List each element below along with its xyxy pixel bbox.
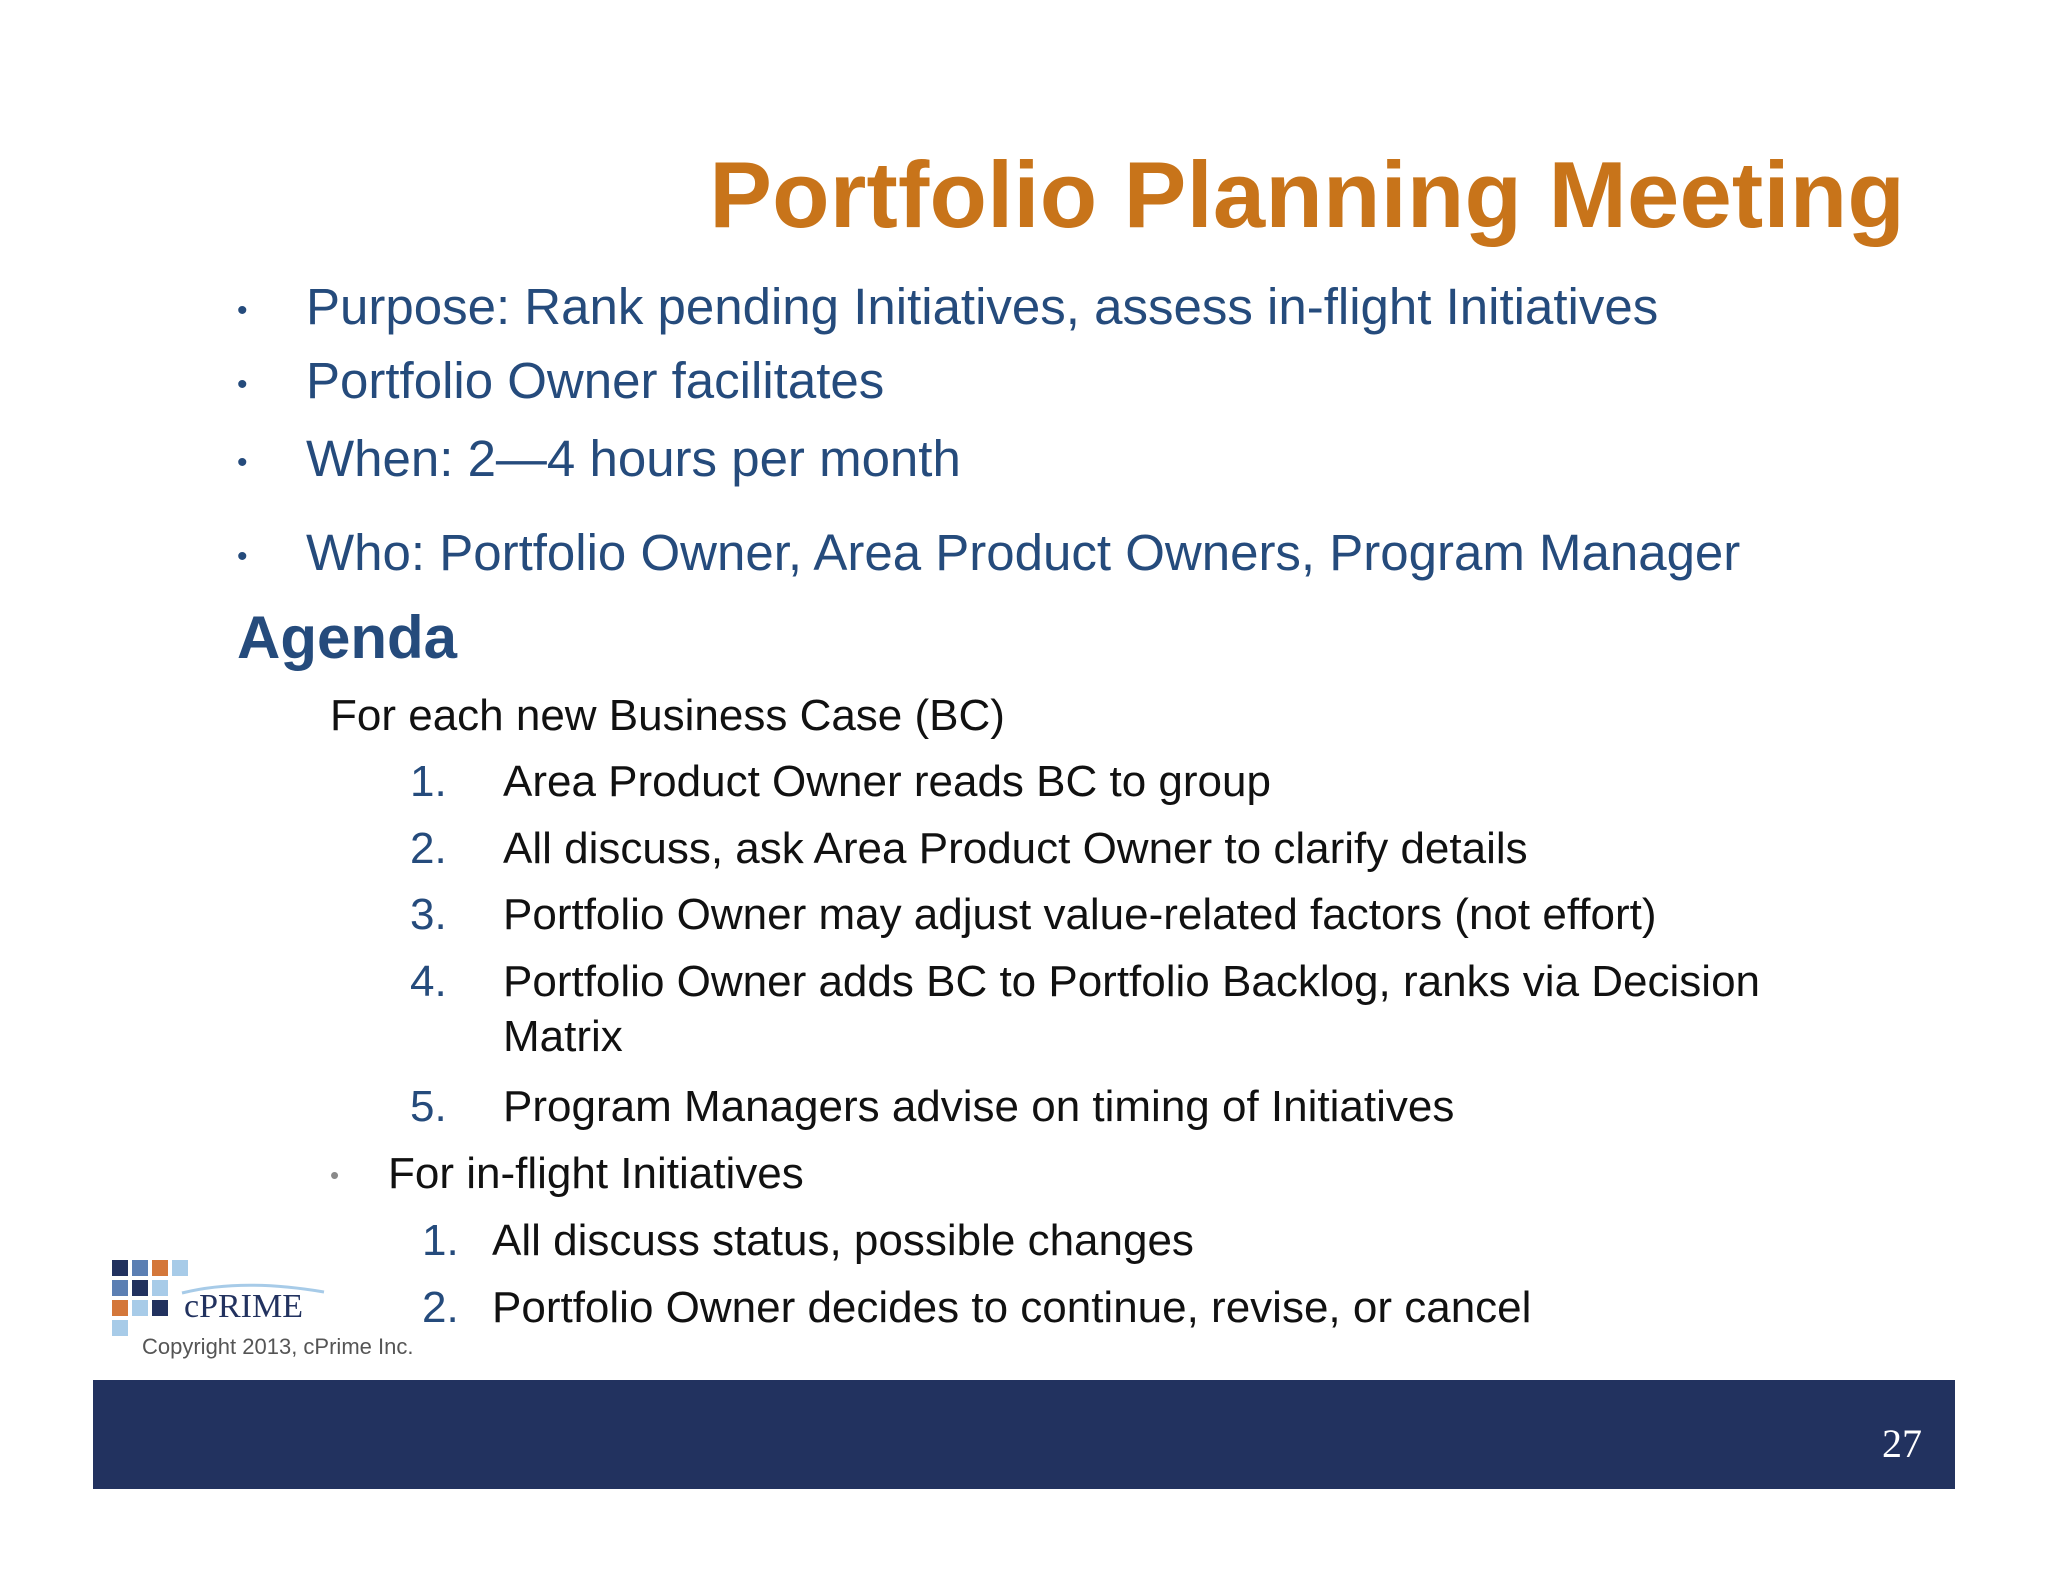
logo-tile	[152, 1260, 168, 1276]
logo-tile	[112, 1260, 128, 1276]
logo-tile	[132, 1300, 148, 1316]
step-text-2: All discuss, ask Area Product Owner to clarify details	[503, 824, 1528, 873]
cprime-logo	[112, 1260, 352, 1340]
page-number: 27	[1882, 1421, 1922, 1466]
bullet-dot-4: •	[237, 540, 248, 573]
step-number-2: 2.	[410, 824, 447, 873]
step-text-3: Portfolio Owner may adjust value-related factors (not effort)	[503, 890, 1657, 939]
slide-title: Portfolio Planning Meeting	[709, 142, 1905, 247]
bullet-dot-2: •	[237, 368, 248, 401]
logo-tile	[112, 1320, 128, 1336]
logo-wordmark: cPRIME	[184, 1288, 303, 1325]
step-text-5: Program Managers advise on timing of Initiatives	[503, 1082, 1455, 1131]
logo-tile	[132, 1280, 148, 1296]
inflight-step-text-2: Portfolio Owner decides to continue, revise, or cancel	[492, 1283, 1532, 1332]
bullet-facilitator: Portfolio Owner facilitates	[306, 352, 885, 409]
bullet-purpose: Purpose: Rank pending Initiatives, assess in-flight Initiatives	[306, 278, 1659, 335]
bullet-who: Who: Portfolio Owner, Area Product Owners, Program Manager	[306, 524, 1741, 581]
logo-tile	[112, 1280, 128, 1296]
inflight-bullet-dot: •	[330, 1160, 340, 1190]
logo-tile	[152, 1280, 168, 1296]
agenda-intro: For each new Business Case (BC)	[330, 691, 1005, 740]
footer-bar	[93, 1380, 1955, 1489]
step-number-4: 4.	[410, 957, 447, 1006]
step-text-4-continued: Matrix	[503, 1012, 623, 1061]
logo-tile	[132, 1260, 148, 1276]
logo-tile	[172, 1260, 188, 1276]
logo-tile	[152, 1300, 168, 1316]
bullet-dot-3: •	[237, 446, 248, 479]
inflight-heading: For in-flight Initiatives	[388, 1149, 804, 1198]
step-number-3: 3.	[410, 890, 447, 939]
bullet-dot-1: •	[237, 294, 248, 327]
logo-tile	[112, 1300, 128, 1316]
copyright-text: Copyright 2013, cPrime Inc.	[142, 1334, 414, 1359]
inflight-step-text-1: All discuss status, possible changes	[492, 1216, 1194, 1265]
step-number-5: 5.	[410, 1082, 447, 1131]
step-number-1: 1.	[410, 757, 447, 806]
inflight-step-number-2: 2.	[422, 1283, 459, 1332]
inflight-step-number-1: 1.	[422, 1216, 459, 1265]
step-text-4: Portfolio Owner adds BC to Portfolio Backlog, ranks via Decision	[503, 957, 1761, 1006]
bullet-when: When: 2—4 hours per month	[306, 430, 961, 487]
agenda-heading: Agenda	[237, 604, 458, 671]
step-text-1: Area Product Owner reads BC to group	[503, 757, 1271, 806]
